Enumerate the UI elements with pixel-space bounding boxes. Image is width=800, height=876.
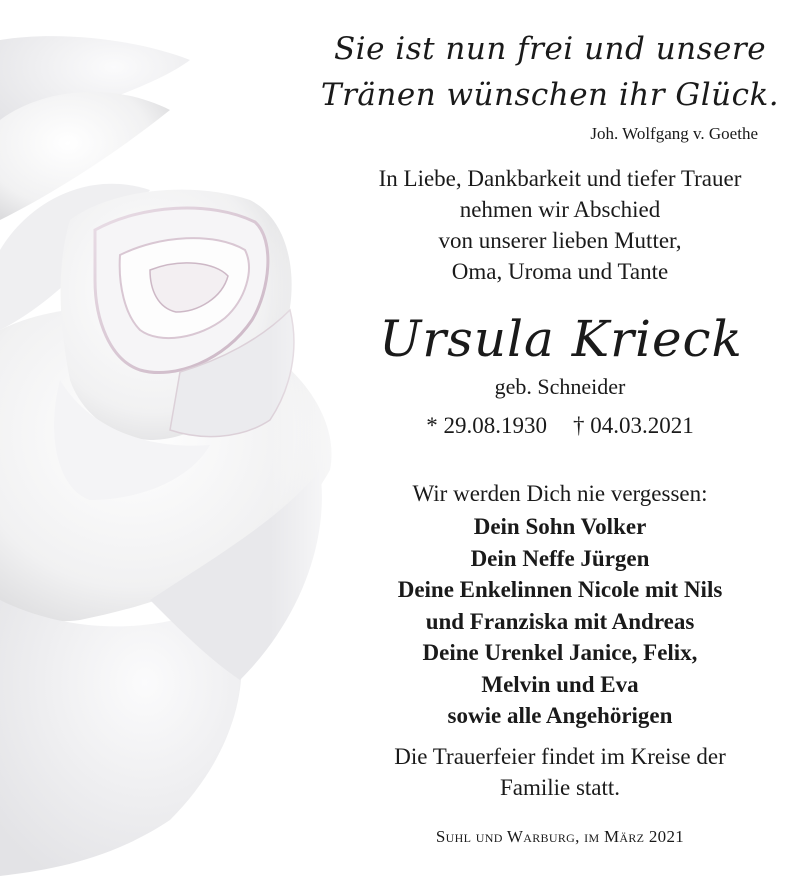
mourner-line: sowie alle Angehörigen — [447, 703, 673, 728]
ceremony-notice — [300, 741, 780, 803]
intro-line: von unserer lieben Mutter, — [438, 228, 682, 253]
obituary-text — [300, 0, 780, 876]
mourners-list — [300, 511, 780, 732]
quote-author: Joh. Wolfgang v. Goethe — [590, 124, 758, 143]
life-dates — [300, 410, 780, 442]
quote-line-1: Sie ist nun frei und unsere — [333, 31, 767, 67]
quote-line-2: Tränen wünschen ihr Glück. — [320, 77, 780, 113]
mourners-intro: Wir werden Dich nie vergessen: — [412, 481, 708, 506]
birth-name: geb. Schneider — [494, 374, 626, 399]
ceremony-line: Familie statt. — [499, 775, 621, 800]
deceased-name: Ursula Krieck — [379, 310, 743, 368]
mourner-line: Melvin und Eva — [481, 671, 639, 697]
place-and-date: Suhl und Warburg, im März 2021 — [435, 827, 685, 846]
mourner-line: Dein Sohn Volker — [473, 514, 647, 539]
ceremony-line: Die Trauerfeier findet im Kreise der — [394, 744, 726, 769]
intro-line: nehmen wir Abschied — [459, 197, 661, 222]
mourner-line: Dein Neffe Jürgen — [470, 545, 650, 571]
intro-line: Oma, Uroma und Tante — [451, 259, 669, 284]
intro-line: In Liebe, Dankbarkeit und tiefer Trauer — [378, 166, 742, 191]
farewell-intro — [300, 163, 780, 287]
mourner-line: Deine Enkelinnen Nicole mit Nils — [397, 577, 723, 602]
mourner-line: und Franziska mit Andreas — [425, 608, 695, 634]
goethe-quote — [300, 26, 780, 118]
birth-date: * 29.08.1930 — [426, 413, 547, 438]
mourner-line: Deine Urenkel Janice, Felix, — [422, 640, 698, 665]
death-date: † 04.03.2021 — [573, 413, 694, 438]
